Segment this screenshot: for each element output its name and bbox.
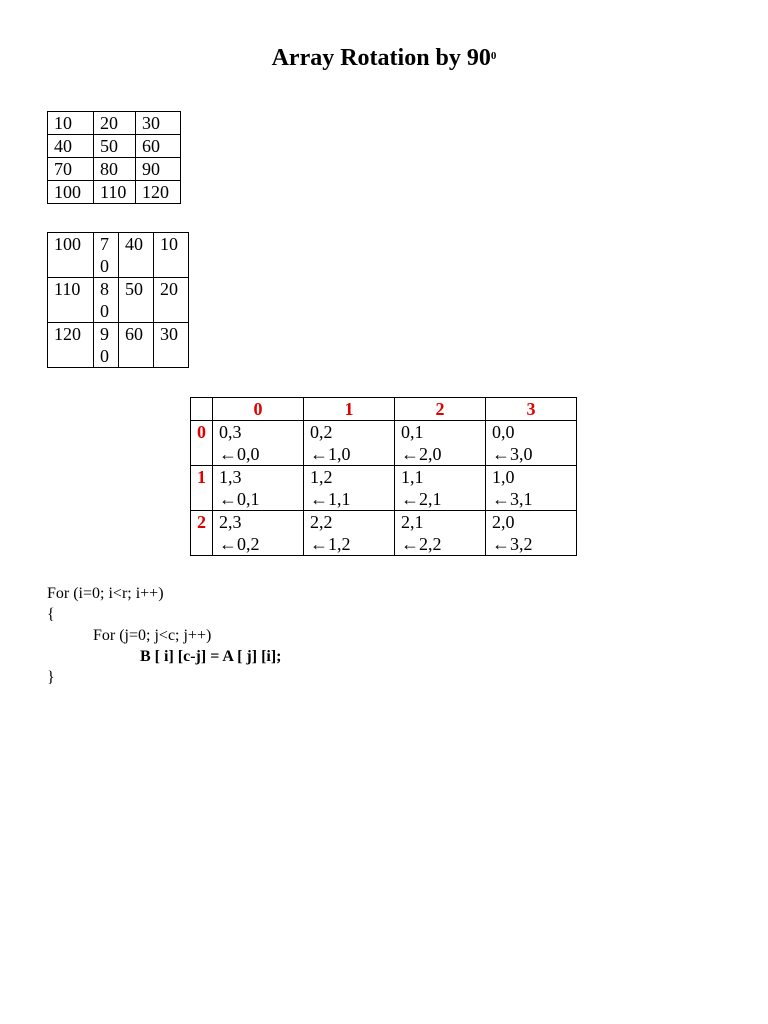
matrix-cell: 20	[94, 112, 136, 135]
rotated-matrix-table	[47, 232, 189, 368]
src-index: ←1,2	[310, 534, 351, 554]
matrix-cell: 70	[94, 233, 119, 278]
index-cell	[486, 511, 577, 556]
original-matrix-table	[47, 111, 181, 204]
table-row	[48, 112, 181, 135]
page-title	[0, 42, 768, 74]
matrix-cell: 80	[94, 278, 119, 323]
src-index: ←1,1	[310, 489, 351, 509]
index-cell	[486, 421, 577, 466]
code-line: {	[47, 606, 55, 623]
column-header: 3	[486, 398, 577, 421]
table-row	[191, 511, 577, 556]
table-row	[48, 233, 189, 278]
matrix-cell: 30	[136, 112, 181, 135]
src-index: ←2,1	[401, 489, 442, 509]
index-cell	[395, 466, 486, 511]
column-header: 1	[304, 398, 395, 421]
index-cell	[304, 511, 395, 556]
index-cell	[304, 421, 395, 466]
dest-index: 2,2	[310, 512, 333, 532]
matrix-cell: 20	[154, 278, 189, 323]
matrix-cell: 60	[119, 323, 154, 368]
src-index: ←0,0	[219, 444, 260, 464]
matrix-cell: 120	[136, 181, 181, 204]
code-line: For (i=0; i<r; i++)	[47, 585, 164, 602]
matrix-cell: 110	[48, 278, 94, 323]
src-index: ←2,0	[401, 444, 442, 464]
matrix-cell: 50	[94, 135, 136, 158]
matrix-cell: 120	[48, 323, 94, 368]
index-cell	[395, 511, 486, 556]
dest-index: 1,1	[401, 467, 424, 487]
matrix-cell: 90	[94, 323, 119, 368]
src-index: ←0,1	[219, 489, 260, 509]
matrix-cell: 40	[119, 233, 154, 278]
row-header: 2	[191, 511, 213, 556]
column-header: 0	[213, 398, 304, 421]
src-index: ←1,0	[310, 444, 351, 464]
table-row	[48, 158, 181, 181]
row-header: 1	[191, 466, 213, 511]
dest-index: 2,1	[401, 512, 424, 532]
matrix-cell: 40	[48, 135, 94, 158]
index-cell	[213, 511, 304, 556]
dest-index: 2,3	[219, 512, 242, 532]
table-row	[48, 278, 189, 323]
matrix-cell: 80	[94, 158, 136, 181]
dest-index: 0,2	[310, 422, 333, 442]
index-cell	[486, 466, 577, 511]
matrix-cell: 100	[48, 233, 94, 278]
dest-index: 0,3	[219, 422, 242, 442]
column-header: 2	[395, 398, 486, 421]
matrix-cell: 90	[136, 158, 181, 181]
title-text: Array Rotation by 90	[271, 45, 491, 71]
src-index: ←0,2	[219, 534, 260, 554]
dest-index: 1,0	[492, 467, 515, 487]
matrix-cell: 30	[154, 323, 189, 368]
matrix-cell: 10	[154, 233, 189, 278]
corner-cell	[191, 398, 213, 421]
dest-index: 0,0	[492, 422, 515, 442]
code-block	[47, 583, 282, 688]
index-cell	[304, 466, 395, 511]
code-line: B [ i] [c-j] = A [ j] [i];	[140, 648, 282, 665]
table-row	[48, 323, 189, 368]
src-index: ←3,2	[492, 534, 533, 554]
matrix-cell: 50	[119, 278, 154, 323]
table-row	[48, 181, 181, 204]
dest-index: 1,3	[219, 467, 242, 487]
table-row	[48, 135, 181, 158]
matrix-cell: 110	[94, 181, 136, 204]
index-cell	[213, 421, 304, 466]
dest-index: 0,1	[401, 422, 424, 442]
title-superscript: 0	[490, 50, 497, 62]
code-line: For (j=0; j<c; j++)	[93, 627, 212, 644]
table-row	[191, 421, 577, 466]
code-line: }	[47, 669, 55, 686]
index-cell	[213, 466, 304, 511]
table-header-row	[191, 398, 577, 421]
matrix-cell: 10	[48, 112, 94, 135]
index-cell	[395, 421, 486, 466]
src-index: ←2,2	[401, 534, 442, 554]
matrix-cell: 60	[136, 135, 181, 158]
src-index: ←3,1	[492, 489, 533, 509]
src-index: ←3,0	[492, 444, 533, 464]
index-mapping-table	[190, 397, 577, 556]
dest-index: 1,2	[310, 467, 333, 487]
table-row	[191, 466, 577, 511]
row-header: 0	[191, 421, 213, 466]
matrix-cell: 100	[48, 181, 94, 204]
dest-index: 2,0	[492, 512, 515, 532]
matrix-cell: 70	[48, 158, 94, 181]
